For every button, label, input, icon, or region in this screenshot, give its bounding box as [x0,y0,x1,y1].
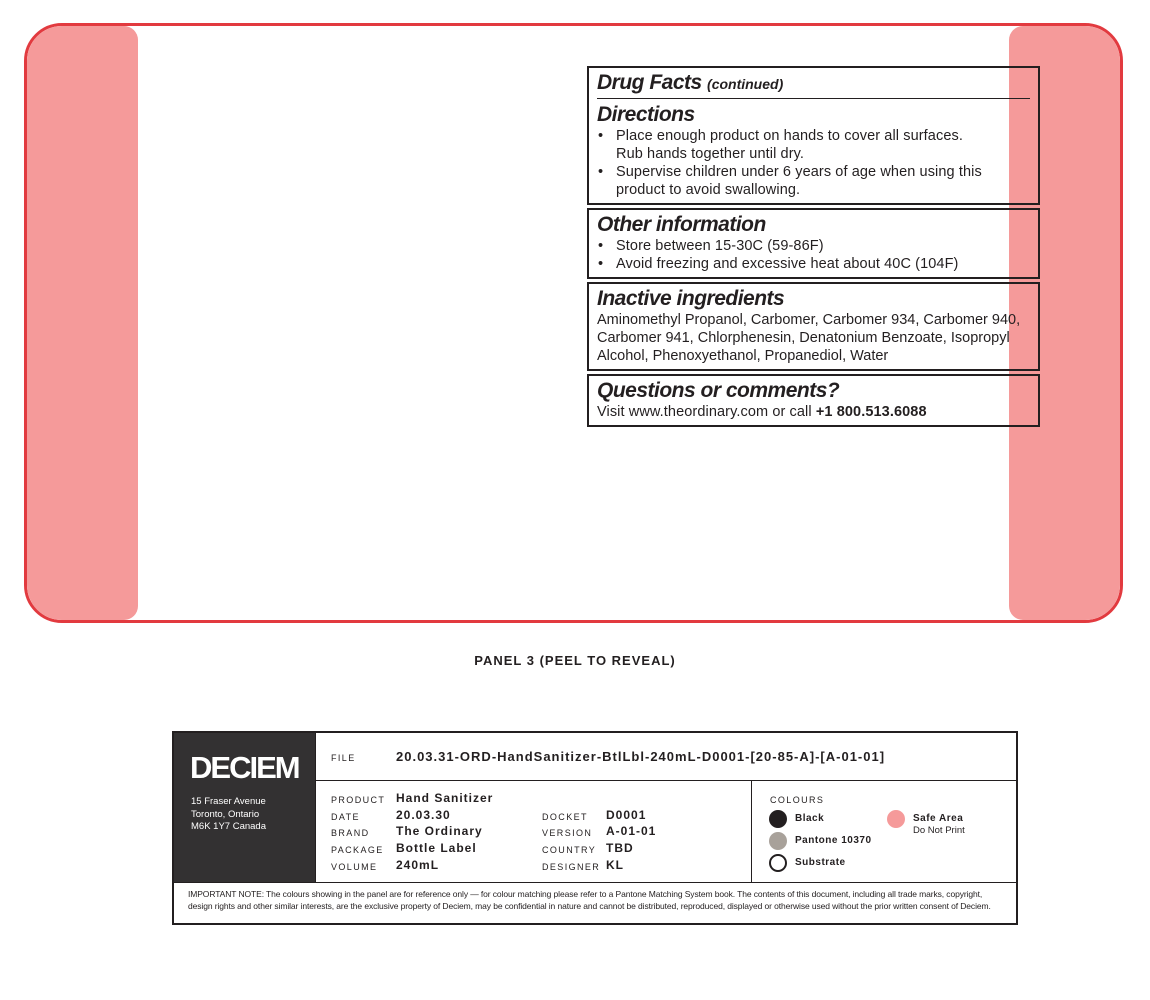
black-swatch [769,810,787,828]
inactive-ingredients-line: Aminomethyl Propanol, Carbomer, Carbomer 934, Carbomer 940, [597,312,1021,328]
safe-area-swatch [887,810,905,828]
file-value: 20.03.31-ORD-HandSanitizer-BtlLbl-240mL-D0001-[20-85-A]-[A-01-01] [396,749,886,764]
inactive-ingredients-box [587,282,1040,371]
product-label: PRODUCT [331,795,386,805]
other-info-item: • Store between 15-30C (59-86F) [597,237,1030,255]
drug-facts-title-text: Drug Facts [597,71,702,94]
version-label: VERSION [542,828,593,838]
inactive-ingredients-line: Alcohol, Phenoxyethanol, Propanediol, Water [597,348,889,364]
other-info-item: • Avoid freezing and excessive heat about 40C (104F) [597,255,1030,273]
version-value: A-01-01 [606,824,657,838]
questions-text: Visit www.theordinary.com or call +1 800.513.6088 [597,404,927,420]
directions-item: • Supervise children under 6 years of age when using this product to avoid swallowing. [597,163,1030,199]
designer-value: KL [606,858,624,872]
file-label: FILE [331,753,356,763]
divider [315,733,316,882]
date-value: 20.03.30 [396,808,451,822]
package-value: Bottle Label [396,841,477,855]
directions-heading: Directions [597,103,695,126]
questions-heading: Questions or comments? [597,379,840,402]
drug-facts-title [597,71,1030,96]
drug-facts-continued: (continued) [707,76,784,92]
title-block [172,731,1018,925]
company-address: 15 Fraser Avenue Toronto, Ontario M6K 1Y7 Canada [191,796,266,832]
drug-facts-panel [587,68,1040,427]
questions-box [587,374,1040,427]
brand-label: BRAND [331,828,370,838]
country-value: TBD [606,841,634,855]
brand-value: The Ordinary [396,824,483,838]
product-value: Hand Sanitizer [396,791,494,805]
divider [315,780,1016,781]
substrate-swatch [769,854,787,872]
substrate-swatch-label: Substrate [795,857,846,868]
inactive-ingredients-heading: Inactive ingredients [597,287,785,310]
volume-value: 240mL [396,858,440,872]
colours-label: COLOURS [770,795,825,805]
volume-label: VOLUME [331,862,378,872]
black-swatch-label: Black [795,813,825,824]
designer-label: DESIGNER [542,862,601,872]
panel-caption: PANEL 3 (PEEL TO REVEAL) [474,653,676,668]
deciem-logo: DECIEM [190,750,299,785]
country-label: COUNTRY [542,845,597,855]
directions-item: • Place enough product on hands to cover all surfaces. Rub hands together until dry. [597,127,1030,163]
safe-area-left [27,26,138,620]
phone-number: +1 800.513.6088 [815,404,927,420]
label-panel [24,23,1123,623]
inactive-ingredients-line: Carbomer 941, Chlorphenesin, Denatonium Benzoate, Isopropyl [597,330,1010,346]
divider [174,882,1016,883]
other-info-box [587,208,1040,279]
divider [751,780,752,882]
pantone-swatch-label: Pantone 10370 [795,835,872,846]
safe-area-swatch-sublabel: Do Not Print [913,825,965,836]
other-info-heading: Other information [597,213,766,236]
docket-value: D0001 [606,808,647,822]
safe-area-swatch-label: Safe Area [913,813,964,824]
directions-box [587,66,1040,205]
package-label: PACKAGE [331,845,384,855]
brand-cell [174,733,315,882]
pantone-swatch [769,832,787,850]
title-rule [597,98,1030,99]
date-label: DATE [331,812,360,822]
docket-label: DOCKET [542,812,588,822]
important-note: IMPORTANT NOTE: The colours showing in the panel are for reference only — for colour matching please refer to a Pantone Matching System book. The contents of this document, including all trade marks, copyright, design rights and other similar interests, are the exclusive property of Deciem, may be confidential in nature and cannot be distributed, reproduced, displayed or otherwise used without the prior written consent of Deciem. [188,889,991,911]
